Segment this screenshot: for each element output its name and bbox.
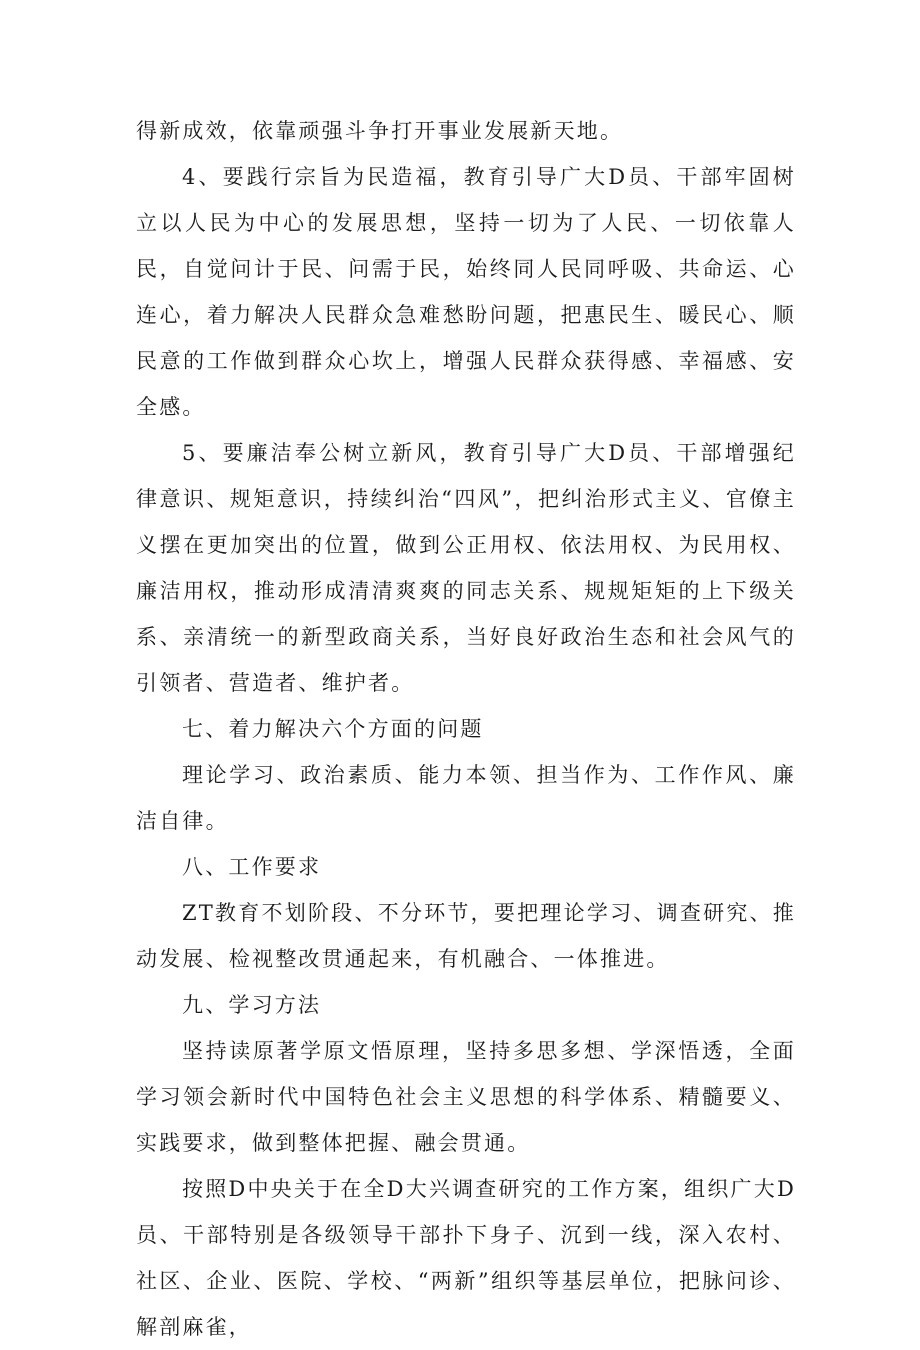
- section-heading-9: 九、学习方法: [182, 993, 322, 1017]
- paragraph-section-9b: 按照D中央关于在全D大兴调查研究的工作方案，组织广大D员、干部特别是各级领导干部扑下身子、沉到一线，深入农村、社区、企业、医院、学校、“两新”组织等基层单位，把脉问诊、解剖麻雀，: [136, 1177, 796, 1339]
- paragraph-item-4: 4、要践行宗旨为民造福，教育引导广大D员、干部牢固树立以人民为中心的发展思想，坚持一切为了人民、一切依靠人民，自觉问计于民、问需于民，始终同人民同呼吸、共命运、心连心，着力解决人民群众急难愁盼问题，把惠民生、暖民心、顺民意的工作做到群众心坎上，增强人民群众获得感、幸福感、安全感。: [136, 165, 796, 419]
- document-body: [136, 108, 796, 1350]
- paragraph-section-7: 理论学习、政治素质、能力本领、担当作为、工作作风、廉洁自律。: [136, 763, 796, 833]
- paragraph-section-9a: 坚持读原著学原文悟原理，坚持多思多想、学深悟透，全面学习领会新时代中国特色社会主义思想的科学体系、精髓要义、实践要求，做到整体把握、融会贯通。: [136, 1039, 796, 1155]
- paragraph-item-5: 5、要廉洁奉公树立新风，教育引导广大D员、干部增强纪律意识、规矩意识，持续纠治“四风”，把纠治形式主义、官僚主义摆在更加突出的位置，做到公正用权、依法用权、为民用权、廉洁用权，推动形成清清爽爽的同志关系、规规矩矩的上下级关系、亲清统一的新型政商关系，当好良好政治生态和社会风气的引领者、营造者、维护者。: [136, 441, 796, 695]
- paragraph-continuation: 得新成效，依靠顽强斗争打开事业发展新天地。: [136, 119, 624, 143]
- section-heading-8: 八、工作要求: [182, 855, 322, 879]
- paragraph-section-8: ZT教育不划阶段、不分环节，要把理论学习、调查研究、推动发展、检视整改贯通起来，有机融合、一体推进。: [136, 901, 796, 971]
- section-heading-7: 七、着力解决六个方面的问题: [182, 717, 484, 741]
